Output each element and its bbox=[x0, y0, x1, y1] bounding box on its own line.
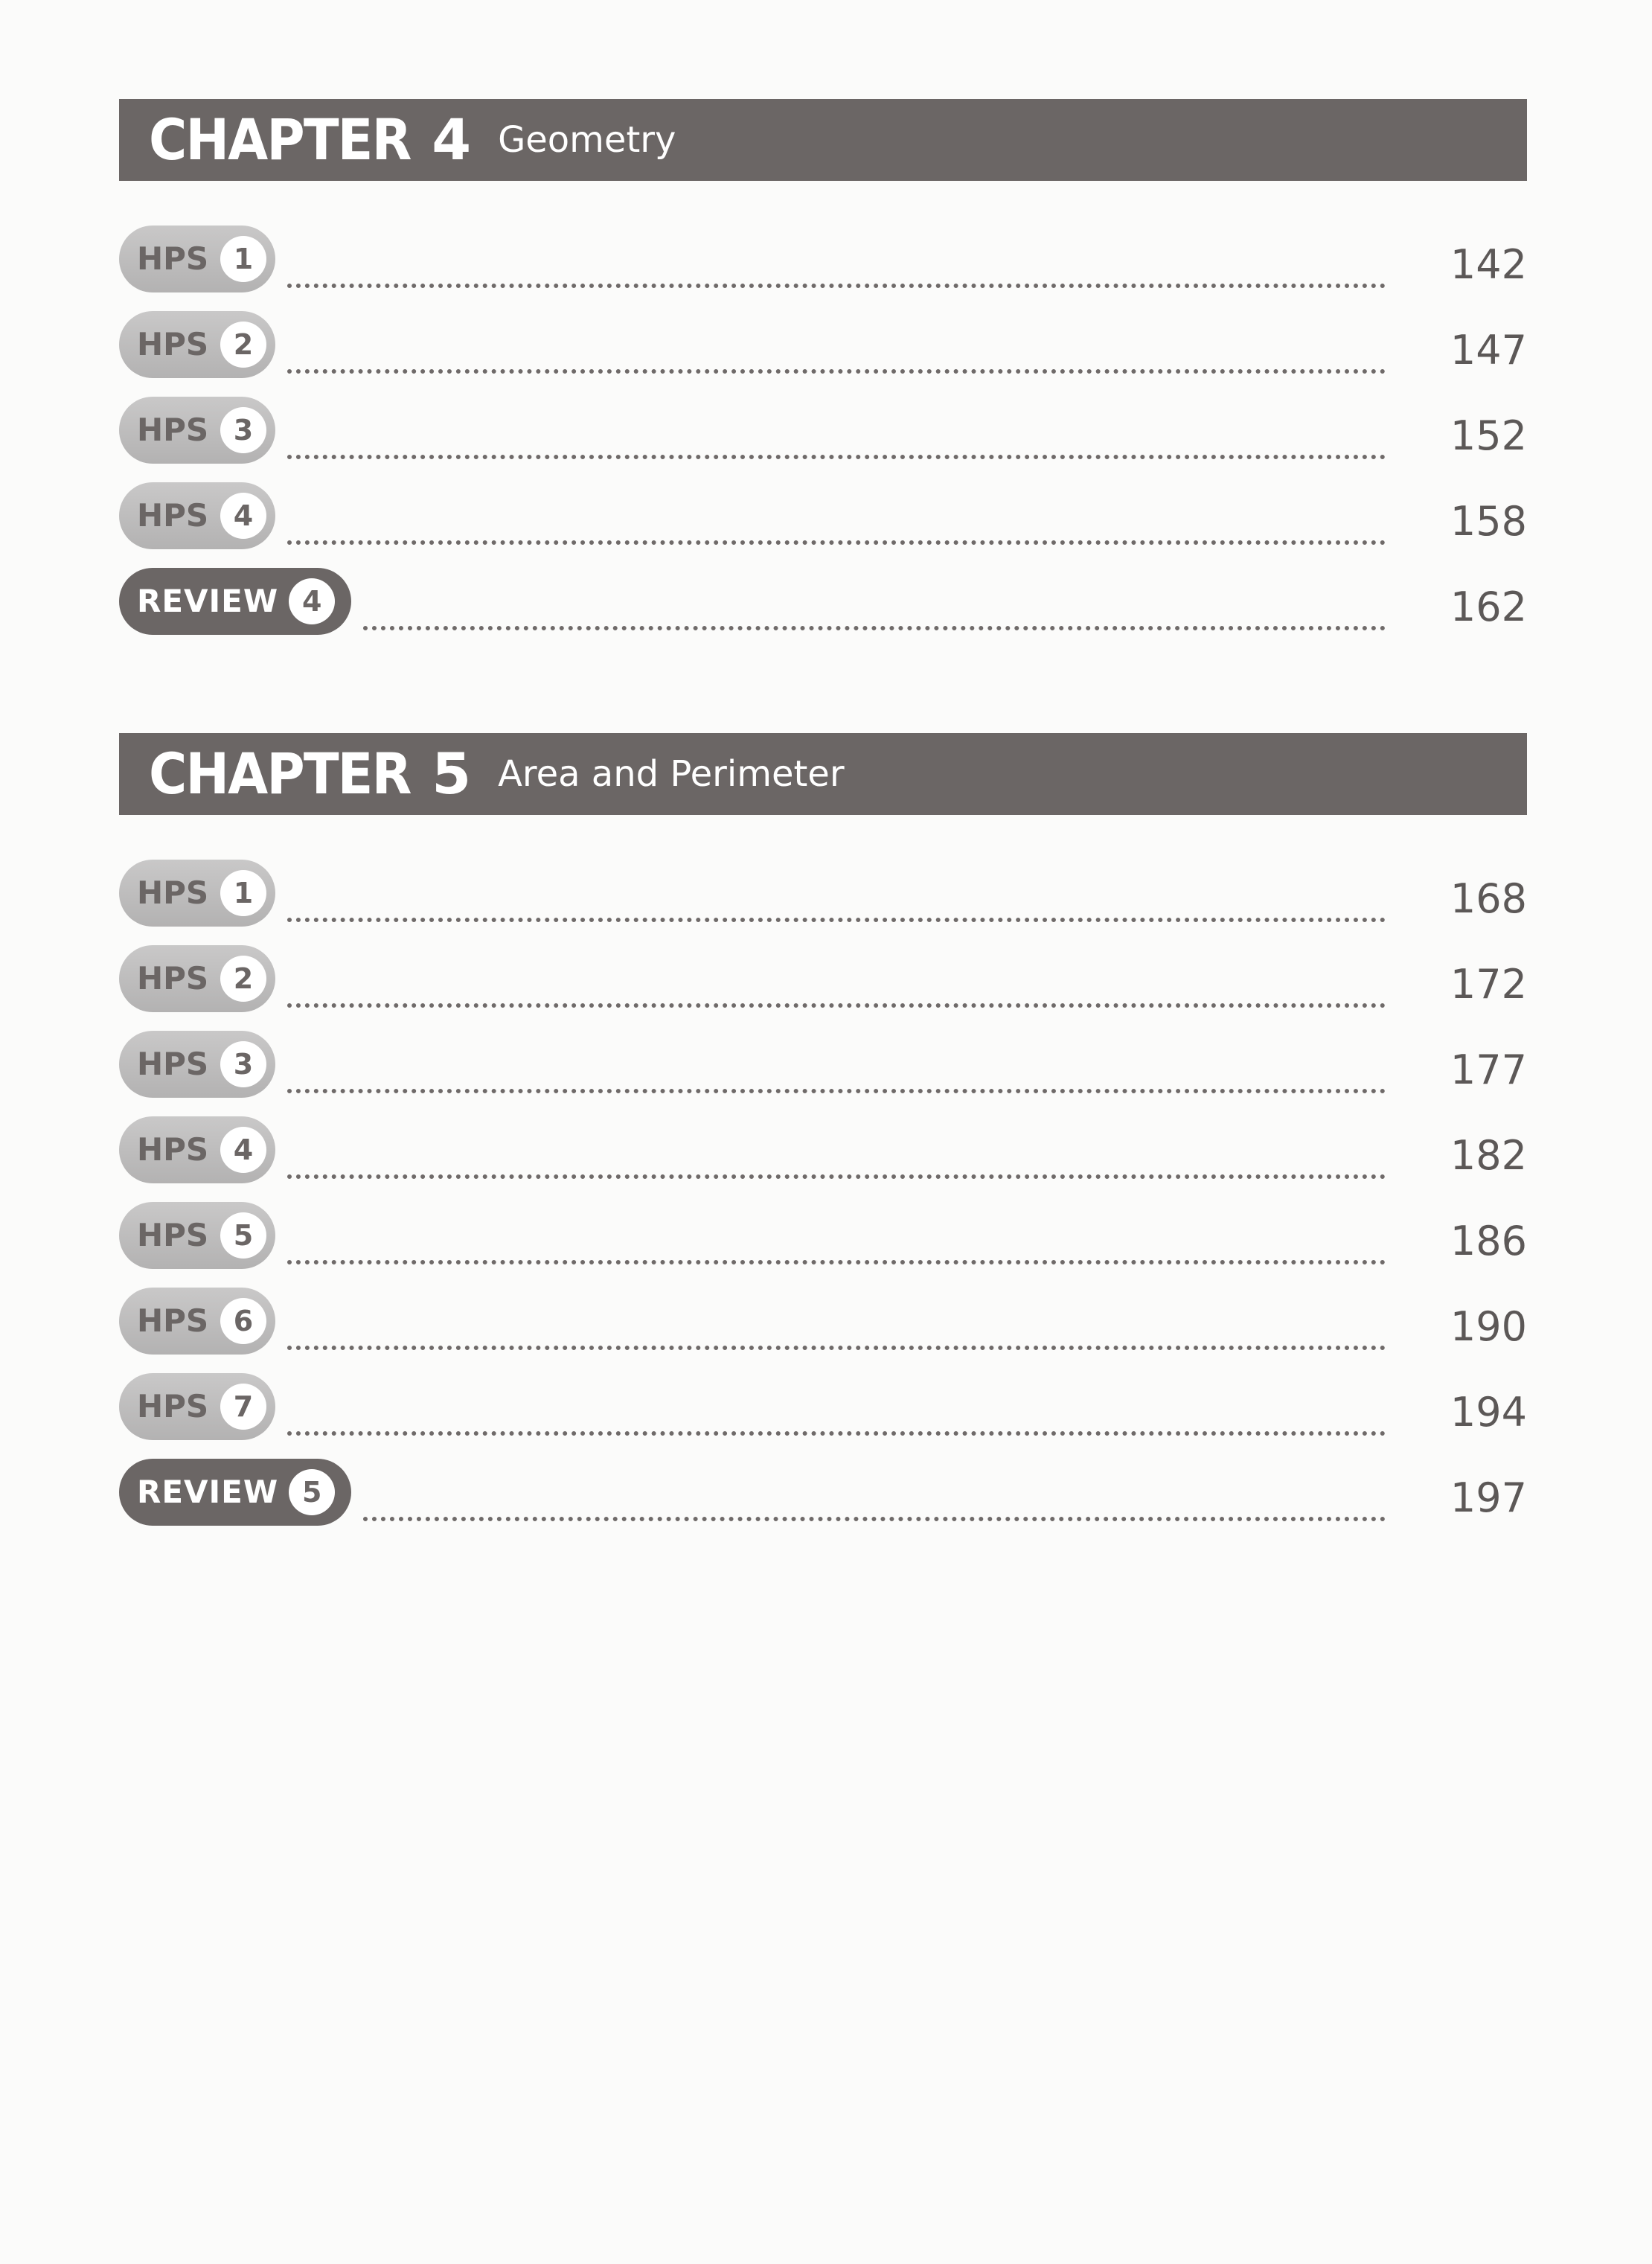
hps-badge bbox=[119, 311, 275, 378]
badge-number: 2 bbox=[220, 322, 266, 368]
chapter-label: CHAPTER bbox=[149, 106, 411, 173]
page-number: 147 bbox=[1450, 327, 1527, 374]
page-number: 158 bbox=[1450, 498, 1527, 545]
badge-label: HPS bbox=[137, 1046, 209, 1082]
hps-badge bbox=[119, 482, 275, 549]
toc-list bbox=[119, 860, 1527, 1544]
chapter-title: Geometry bbox=[498, 119, 676, 161]
dot-leader bbox=[363, 1517, 1386, 1521]
hps-badge bbox=[119, 1202, 275, 1269]
chapter-header bbox=[119, 99, 1527, 181]
review-badge bbox=[119, 1459, 351, 1526]
page-number: 168 bbox=[1450, 875, 1527, 922]
chapter-5-section bbox=[119, 733, 1527, 1544]
badge-label: REVIEW bbox=[137, 583, 279, 619]
dot-leader bbox=[287, 284, 1386, 288]
hps-badge bbox=[119, 1031, 275, 1098]
page-number: 162 bbox=[1450, 583, 1527, 630]
page-number: 142 bbox=[1450, 241, 1527, 288]
badge-label: HPS bbox=[137, 326, 209, 362]
badge-number: 7 bbox=[220, 1384, 266, 1430]
page-number: 190 bbox=[1450, 1303, 1527, 1350]
toc-entry[interactable] bbox=[119, 1373, 1527, 1459]
chapter-number: 4 bbox=[432, 106, 472, 173]
chapter-header bbox=[119, 733, 1527, 815]
dot-leader bbox=[287, 1089, 1386, 1093]
badge-number: 6 bbox=[220, 1298, 266, 1344]
toc-entry[interactable] bbox=[119, 860, 1527, 945]
page-number: 186 bbox=[1450, 1218, 1527, 1264]
badge-number: 5 bbox=[220, 1212, 266, 1259]
hps-badge bbox=[119, 226, 275, 292]
hps-badge bbox=[119, 1288, 275, 1355]
page-number: 197 bbox=[1450, 1474, 1527, 1521]
badge-label: HPS bbox=[137, 1302, 209, 1339]
badge-number: 1 bbox=[220, 870, 266, 916]
toc-entry-review[interactable] bbox=[119, 1459, 1527, 1544]
toc-entry[interactable] bbox=[119, 397, 1527, 482]
toc-entry[interactable] bbox=[119, 1202, 1527, 1288]
badge-label: REVIEW bbox=[137, 1474, 279, 1510]
toc-entry[interactable] bbox=[119, 226, 1527, 311]
toc-entry[interactable] bbox=[119, 1288, 1527, 1373]
badge-label: HPS bbox=[137, 960, 209, 997]
page-number: 152 bbox=[1450, 412, 1527, 459]
page-number: 182 bbox=[1450, 1132, 1527, 1179]
dot-leader bbox=[287, 1260, 1386, 1264]
hps-badge bbox=[119, 1373, 275, 1440]
chapter-title: Area and Perimeter bbox=[498, 753, 845, 795]
hps-badge bbox=[119, 1116, 275, 1183]
badge-number: 2 bbox=[220, 956, 266, 1002]
toc-entry[interactable] bbox=[119, 1116, 1527, 1202]
badge-label: HPS bbox=[137, 1217, 209, 1253]
dot-leader bbox=[287, 1174, 1386, 1179]
review-badge bbox=[119, 568, 351, 635]
badge-label: HPS bbox=[137, 874, 209, 911]
badge-label: HPS bbox=[137, 412, 209, 448]
page-number: 194 bbox=[1450, 1389, 1527, 1436]
chapter-label: CHAPTER bbox=[149, 741, 411, 807]
badge-number: 4 bbox=[289, 578, 335, 624]
chapter-number: 5 bbox=[432, 741, 472, 807]
dot-leader bbox=[363, 626, 1386, 630]
badge-label: HPS bbox=[137, 497, 209, 534]
badge-number: 5 bbox=[289, 1469, 335, 1515]
toc-entry[interactable] bbox=[119, 1031, 1527, 1116]
badge-label: HPS bbox=[137, 1131, 209, 1168]
dot-leader bbox=[287, 540, 1386, 545]
dot-leader bbox=[287, 918, 1386, 922]
hps-badge bbox=[119, 397, 275, 464]
dot-leader bbox=[287, 1431, 1386, 1436]
chapter-4-section bbox=[119, 99, 1527, 653]
badge-number: 3 bbox=[220, 1041, 266, 1087]
hps-badge bbox=[119, 860, 275, 927]
dot-leader bbox=[287, 1003, 1386, 1008]
dot-leader bbox=[287, 1346, 1386, 1350]
badge-label: HPS bbox=[137, 1388, 209, 1424]
badge-number: 4 bbox=[220, 1127, 266, 1173]
toc-list bbox=[119, 226, 1527, 653]
dot-leader bbox=[287, 369, 1386, 374]
hps-badge bbox=[119, 945, 275, 1012]
toc-entry[interactable] bbox=[119, 482, 1527, 568]
badge-number: 4 bbox=[220, 493, 266, 539]
toc-entry[interactable] bbox=[119, 311, 1527, 397]
page-number: 172 bbox=[1450, 961, 1527, 1008]
badge-number: 3 bbox=[220, 407, 266, 453]
badge-label: HPS bbox=[137, 240, 209, 277]
toc-entry-review[interactable] bbox=[119, 568, 1527, 653]
page-number: 177 bbox=[1450, 1046, 1527, 1093]
dot-leader bbox=[287, 455, 1386, 459]
toc-entry[interactable] bbox=[119, 945, 1527, 1031]
badge-number: 1 bbox=[220, 236, 266, 282]
